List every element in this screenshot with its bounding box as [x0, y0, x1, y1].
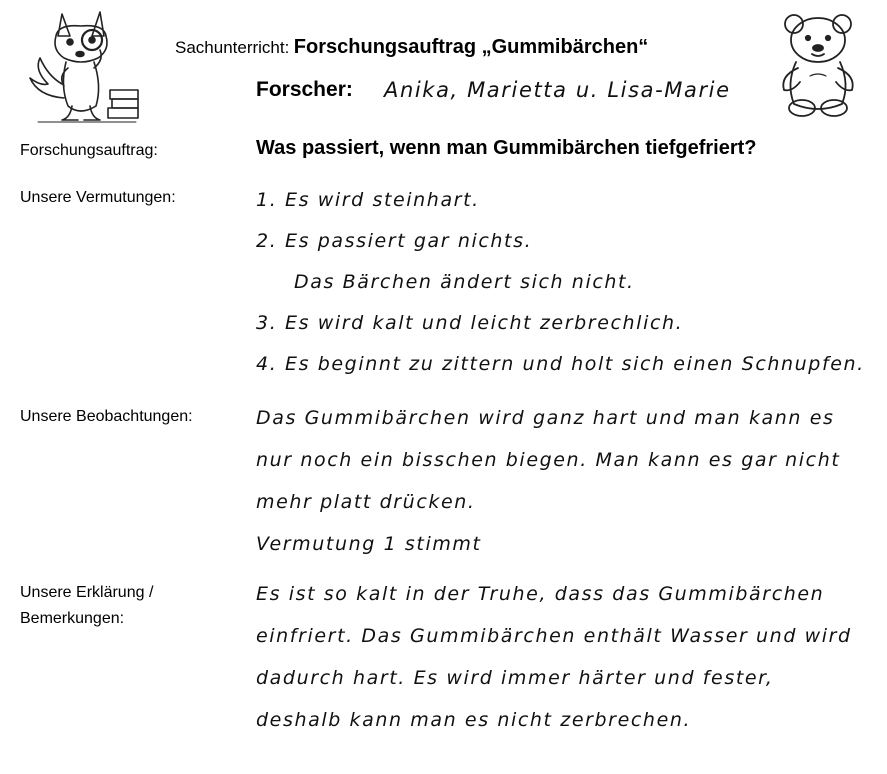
task-question: Was passiert, wenn man Gummibärchen tiefgefriert?: [256, 137, 757, 159]
gummy-bear-illustration: [770, 10, 866, 120]
page-title: Forschungsauftrag „Gummibärchen“: [293, 36, 649, 58]
task-label: Forschungsauftrag:: [20, 142, 158, 159]
observations-text: [256, 397, 840, 565]
hypothesis-line: Das Bärchen ändert sich nicht.: [294, 271, 635, 293]
explanation-line: deshalb kann man es nicht zerbrechen.: [256, 709, 692, 731]
explanation-label: [20, 580, 153, 632]
subject-label: Sachunterricht:: [175, 38, 290, 57]
observation-line: mehr platt drücken.: [256, 491, 476, 513]
explanation-label-line: Unsere Erklärung /: [20, 584, 154, 601]
explanation-line: einfriert. Das Gummibärchen enthält Wasser und wird: [256, 625, 852, 647]
observations-label: Unsere Beobachtungen:: [20, 408, 193, 425]
observation-line: Vermutung 1 stimmt: [256, 533, 482, 555]
hypothesis-line: 4. Es beginnt zu zittern und holt sich einen Schnupfen.: [256, 353, 865, 375]
explanation-line: Es ist so kalt in der Truhe, dass das Gummibärchen: [256, 583, 825, 605]
explanation-label-line: Bemerkungen:: [20, 610, 125, 627]
observation-line: nur noch ein bisschen biegen. Man kann es gar nicht: [256, 449, 841, 471]
explanation-line: dadurch hart. Es wird immer härter und fester,: [256, 667, 774, 689]
researcher-names: Anika, Marietta u. Lisa-Marie: [384, 78, 731, 102]
hypotheses-label: Unsere Vermutungen:: [20, 189, 176, 206]
researcher-label: Forscher:: [256, 78, 353, 101]
hypotheses-list: [256, 180, 865, 385]
hypothesis-line: 2. Es passiert gar nichts.: [256, 230, 533, 252]
hypothesis-line: 1. Es wird steinhart.: [256, 189, 480, 211]
observation-line: Das Gummibärchen wird ganz hart und man kann es: [256, 407, 835, 429]
hypothesis-line: 3. Es wird kalt und leicht zerbrechlich.: [256, 312, 684, 334]
header-title-line: [175, 36, 648, 59]
explanation-text: [256, 573, 852, 741]
fox-detective-illustration: [18, 6, 146, 126]
